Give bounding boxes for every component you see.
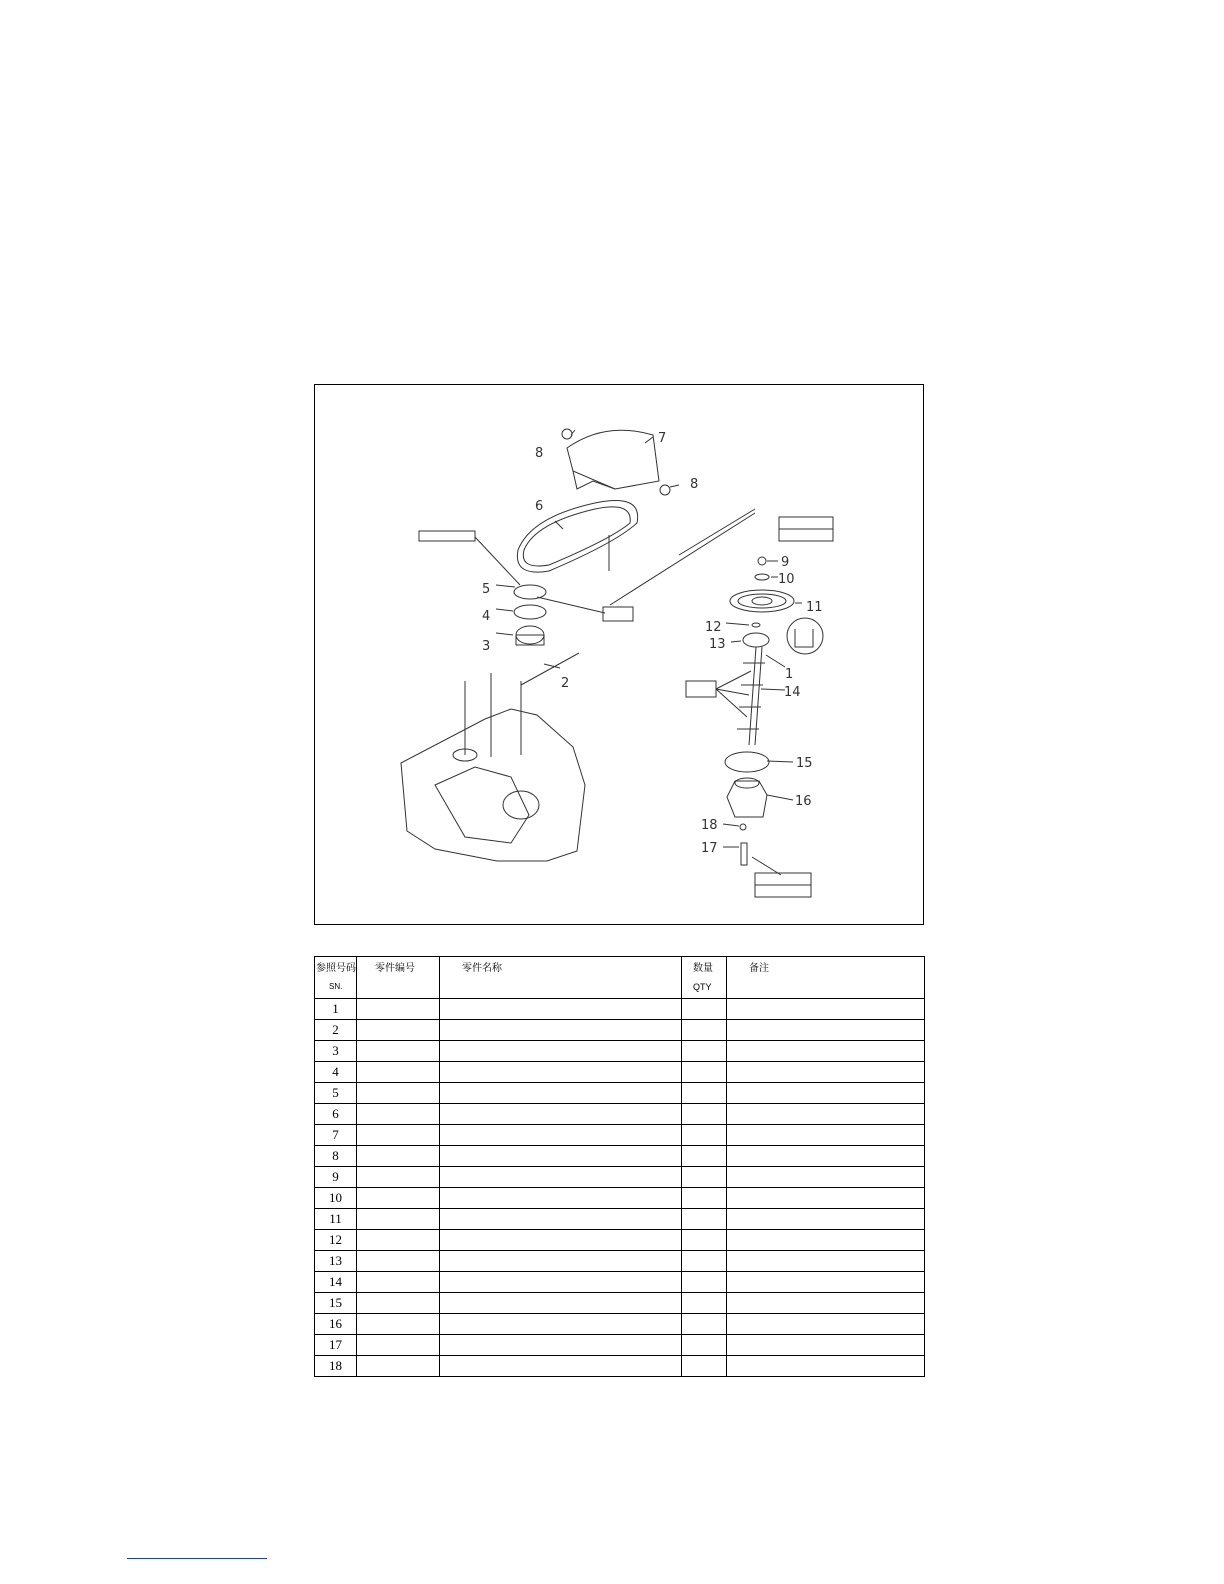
parts-table-header <box>315 957 925 999</box>
diagram-drawing <box>315 385 925 926</box>
table-row <box>315 1083 925 1104</box>
table-row <box>315 1167 925 1188</box>
bolt-drawing <box>562 429 572 439</box>
table-row <box>315 1314 925 1335</box>
table-row <box>315 1209 925 1230</box>
table-row <box>315 1272 925 1293</box>
pulley-drawing <box>514 585 546 599</box>
row-sn: 9 <box>315 1167 357 1188</box>
row-sn: 18 <box>315 1356 357 1377</box>
callout-6: 6 <box>535 499 544 514</box>
table-row <box>315 1356 925 1377</box>
engine-block-drawing <box>401 709 585 861</box>
header-qty-cn: 数量 <box>693 963 713 974</box>
callout-14: 14 <box>784 685 801 700</box>
header-remarks: 备注 <box>727 957 925 999</box>
header-sn-en: SN. <box>329 982 343 991</box>
table-row <box>315 1251 925 1272</box>
table-row <box>315 1104 925 1125</box>
table-row <box>315 999 925 1020</box>
callout-17: 17 <box>701 841 718 856</box>
table-row <box>315 1293 925 1314</box>
header-part-name: 零件名称 <box>440 957 682 999</box>
row-sn: 7 <box>315 1125 357 1146</box>
callout-4: 4 <box>482 609 491 624</box>
parts-table <box>314 956 925 1377</box>
callout-1: 1 <box>785 667 794 682</box>
row-sn: 16 <box>315 1314 357 1335</box>
callout-3: 3 <box>482 639 491 654</box>
row-sn: 2 <box>315 1020 357 1041</box>
callout-9: 9 <box>781 555 790 570</box>
callout-5: 5 <box>482 582 491 597</box>
row-sn: 10 <box>315 1188 357 1209</box>
row-sn: 17 <box>315 1335 357 1356</box>
table-row <box>315 1020 925 1041</box>
camshaft-drawing <box>749 647 756 745</box>
row-sn: 6 <box>315 1104 357 1125</box>
callout-12: 12 <box>705 620 722 635</box>
row-sn: 12 <box>315 1230 357 1251</box>
row-sn: 11 <box>315 1209 357 1230</box>
header-sn <box>315 957 357 999</box>
table-row <box>315 1062 925 1083</box>
row-sn: 1 <box>315 999 357 1020</box>
header-part-no: 零件编号 <box>357 957 440 999</box>
cam-plate-drawing <box>725 752 769 772</box>
parts-table-body <box>315 999 925 1377</box>
table-row <box>315 1188 925 1209</box>
callout-16: 16 <box>795 794 812 809</box>
header-qty-en: QTY <box>693 982 712 992</box>
table-row <box>315 1125 925 1146</box>
row-sn: 15 <box>315 1293 357 1314</box>
row-sn: 8 <box>315 1146 357 1167</box>
callout-8-right: 8 <box>690 477 699 492</box>
table-row <box>315 1230 925 1251</box>
row-sn: 14 <box>315 1272 357 1293</box>
table-row <box>315 1335 925 1356</box>
bolt-9-drawing <box>758 557 766 565</box>
callout-18: 18 <box>701 818 718 833</box>
row-sn: 3 <box>315 1041 357 1062</box>
header-qty <box>682 957 727 999</box>
cam-pulley-drawing <box>730 590 794 612</box>
row-sn: 4 <box>315 1062 357 1083</box>
callout-13: 13 <box>709 637 726 652</box>
table-row <box>315 1146 925 1167</box>
belt-cover-drawing <box>567 430 659 489</box>
callout-2: 2 <box>561 676 570 691</box>
callout-8-top: 8 <box>535 446 544 461</box>
callout-15: 15 <box>796 756 813 771</box>
callout-7: 7 <box>658 431 667 446</box>
row-sn: 13 <box>315 1251 357 1272</box>
footer-rule <box>127 1558 267 1559</box>
row-sn: 5 <box>315 1083 357 1104</box>
exploded-parts-diagram <box>314 384 924 925</box>
callout-11: 11 <box>806 600 823 615</box>
callout-10: 10 <box>778 572 795 587</box>
table-row <box>315 1041 925 1062</box>
housing-drawing <box>727 781 767 817</box>
header-sn-cn: 参照号码 <box>316 963 356 974</box>
